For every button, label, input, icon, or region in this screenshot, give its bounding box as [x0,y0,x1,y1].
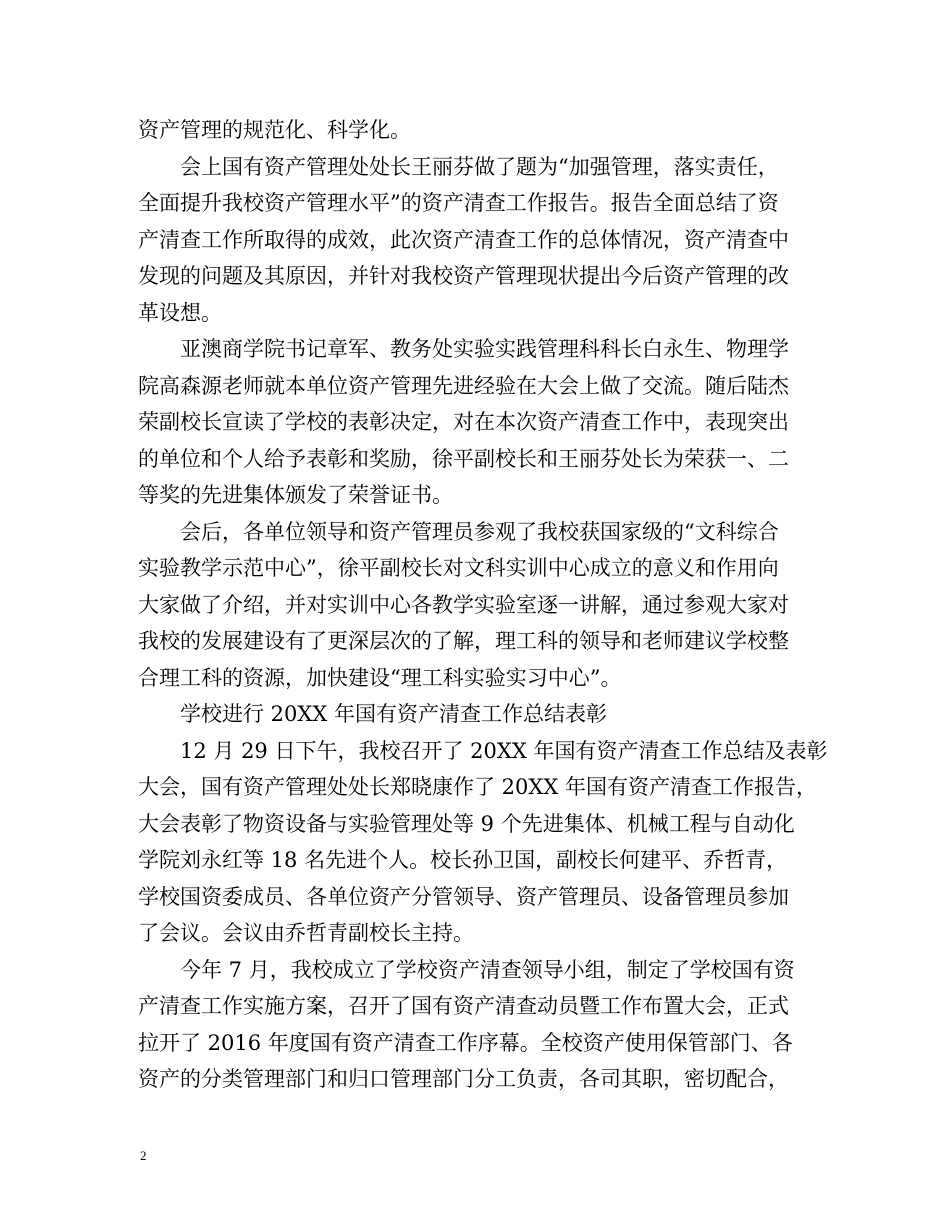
body-line: 大家做了介绍，并对实训中心各教学实验室逐一讲解，通过参观大家对 [138,592,789,617]
page-number: 2 [140,1148,147,1163]
body-line: 学校进行 20XX 年国有资产清查工作总结表彰 [138,702,607,726]
body-line: 学院刘永红等 18 名先进个人。校长孙卫国，副校长何建平、乔哲青， [138,848,788,872]
body-line: 我校的发展建设有了更深层次的了解，理工科的领导和老师建议学校整 [138,629,789,653]
body-line: 12 月 29 日下午，我校召开了 20XX 年国有资产清查工作总结及表彰 [138,738,828,763]
body-line: 了会议。会议由乔哲青副校长主持。 [138,921,474,945]
body-line: 发现的问题及其原因，并针对我校资产管理现状提出今后资产管理的改 [138,264,789,288]
body-line: 会上国有资产管理处处长王丽芬做了题为“加强管理，落实责任， [138,154,779,179]
body-line: 学校国资委成员、各单位资产分管领导、资产管理员、设备管理员参加 [138,884,789,909]
body-line: 产清查工作实施方案，召开了国有资产清查动员暨工作布置大会，正式 [138,994,789,1018]
body-line: 革设想。 [138,300,222,325]
document-body [138,112,828,1098]
body-line: 今年 7 月，我校成立了学校资产清查领导小组，制定了学校国有资 [138,957,795,982]
body-line: 等奖的先进集体颁发了荣誉证书。 [138,483,453,507]
body-line: 亚澳商学院书记章军、教务处实验实践管理科科长白永生、物理学 [138,337,789,361]
body-line: 大会，国有资产管理处处长郑晓康作了 20XX 年国有资产清查工作报告， [138,775,817,799]
body-line: 的单位和个人给予表彰和奖励，徐平副校长和王丽芬处长为荣获一、二 [138,446,789,471]
body-line: 合理工科的资源，加快建设“理工科实验实习中心”。 [138,665,622,690]
body-line: 实验教学示范中心”，徐平副校长对文科实训中心成立的意义和作用向 [138,556,779,580]
body-line: 大会表彰了物资设备与实验管理处等 9 个先进集体、机械工程与自动化 [138,811,795,836]
body-line: 全面提升我校资产管理水平”的资产清查工作报告。报告全面总结了资 [138,191,779,215]
body-line: 会后，各单位领导和资产管理员参观了我校获国家级的“文科综合 [138,519,779,544]
body-line: 荣副校长宣读了学校的表彰决定，对在本次资产清查工作中，表现突出 [138,410,789,434]
body-line: 院高森源老师就本单位资产管理先进经验在大会上做了交流。随后陆杰 [138,373,789,398]
body-line: 资产管理的规范化、科学化。 [138,118,411,142]
body-line: 产清查工作所取得的成效，此次资产清查工作的总体情况，资产清查中 [138,227,789,252]
body-line: 拉开了 2016 年度国有资产清查工作序幕。全校资产使用保管部门、各 [138,1030,793,1055]
body-line: 资产的分类管理部门和归口管理部门分工负责，各司其职，密切配合， [138,1067,789,1091]
